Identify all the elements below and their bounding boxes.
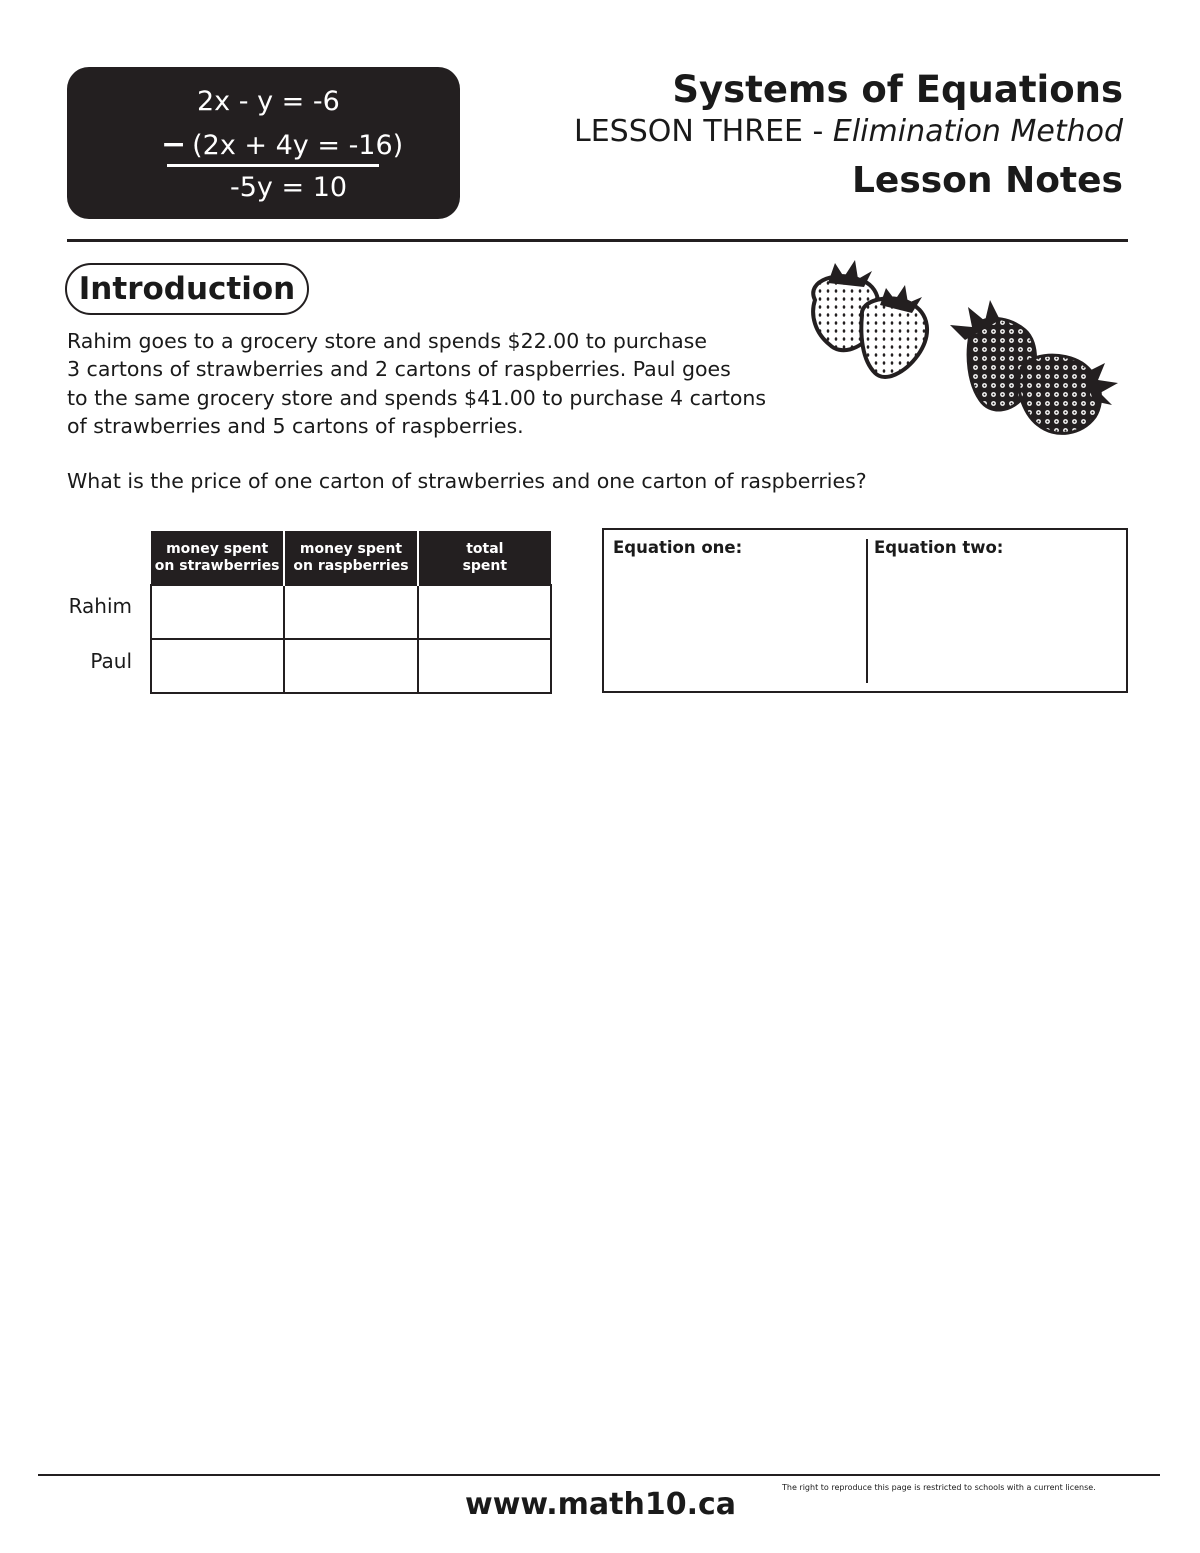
header-text: on strawberries bbox=[154, 557, 280, 574]
equation-line-2 bbox=[161, 127, 403, 162]
table-row bbox=[151, 585, 551, 639]
row-label-rahim: Rahim bbox=[68, 594, 132, 618]
intro-paragraph-line: 3 cartons of strawberries and 2 cartons of raspberries. Paul goes bbox=[67, 357, 731, 382]
table-cell[interactable] bbox=[418, 639, 551, 693]
lesson-notes-title: Lesson Notes bbox=[851, 160, 1123, 201]
equation-line-3: -5y = 10 bbox=[230, 172, 348, 203]
table-cell[interactable] bbox=[151, 585, 284, 639]
strawberries-raspberries-icon bbox=[800, 255, 1130, 445]
equation-two-label: Equation two: bbox=[874, 538, 1004, 557]
header-text: on raspberries bbox=[293, 557, 409, 574]
table-cell[interactable] bbox=[418, 585, 551, 639]
table-cell[interactable] bbox=[151, 639, 284, 693]
intro-question: What is the price of one carton of strawberries and one carton of raspberries? bbox=[67, 469, 867, 493]
header-strawberries bbox=[151, 531, 284, 585]
website-link[interactable]: www.math10.ca bbox=[465, 1487, 736, 1522]
equation-line-1: 2x - y = -6 bbox=[197, 86, 340, 117]
equation-line-2-text: (2x + 4y = -16) bbox=[192, 130, 404, 161]
lesson-subtitle bbox=[574, 114, 1123, 149]
table-cell[interactable] bbox=[284, 639, 417, 693]
intro-paragraph-line: Rahim goes to a grocery store and spends $22.00 to purchase bbox=[67, 329, 707, 353]
equation-one-label: Equation one: bbox=[613, 538, 743, 557]
intro-paragraph bbox=[67, 327, 787, 440]
lesson-method: Elimination Method bbox=[832, 114, 1123, 149]
table-cell[interactable] bbox=[284, 585, 417, 639]
header-raspberries bbox=[284, 531, 417, 585]
header-text: spent bbox=[462, 557, 508, 574]
intro-paragraph-line: to the same grocery store and spends $41.00 to purchase 4 cartons bbox=[67, 385, 767, 410]
header-total bbox=[418, 531, 551, 585]
license-notice: The right to reproduce this page is restricted to schools with a current license. bbox=[782, 1483, 1096, 1492]
intro-paragraph-line: of strawberries and 5 cartons of raspberries. bbox=[67, 413, 524, 438]
introduction-heading: Introduction bbox=[65, 263, 309, 315]
header-text: money spent bbox=[166, 540, 269, 557]
equations-divider bbox=[866, 539, 868, 683]
equation-example-box bbox=[67, 67, 460, 219]
header-divider bbox=[67, 239, 1128, 242]
page-title: Systems of Equations bbox=[672, 68, 1123, 111]
header-text: total bbox=[466, 540, 504, 557]
equations-box bbox=[602, 528, 1128, 693]
footer-divider bbox=[38, 1474, 1160, 1476]
row-label-paul: Paul bbox=[90, 649, 132, 673]
header-text: money spent bbox=[299, 540, 403, 557]
spending-table bbox=[150, 531, 552, 694]
equation-sum-rule bbox=[167, 164, 379, 167]
lesson-prefix: LESSON THREE - bbox=[574, 114, 833, 149]
table-row bbox=[151, 639, 551, 693]
subtraction-sign: − bbox=[161, 127, 187, 162]
